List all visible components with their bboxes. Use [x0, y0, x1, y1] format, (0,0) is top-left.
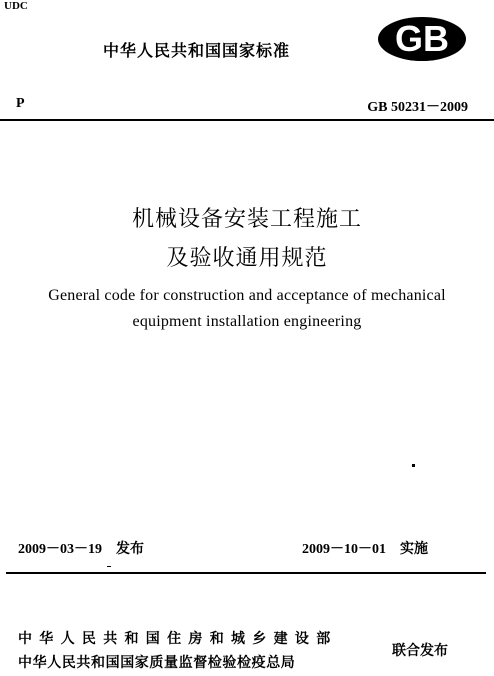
publisher-line1: 中华人民共和国住房和城乡建设部	[18, 631, 338, 647]
publisher-line2: 中华人民共和国国家质量监督检验检疫总局	[18, 655, 296, 671]
title-en-line1: General code for construction and acceptance of mechanical	[48, 287, 446, 304]
issue-date: 2009－03－19 发布	[18, 542, 144, 557]
footer-divider	[6, 572, 486, 574]
gb-logo	[376, 14, 468, 64]
title-zh-line2: 及验收通用规范	[166, 246, 328, 271]
joint-issue-label: 联合发布	[392, 643, 448, 659]
title-zh-line1: 机械设备安装工程施工	[131, 207, 362, 232]
scan-speck	[107, 566, 111, 567]
scan-speck	[412, 464, 415, 467]
title-en-line2: equipment installation engineering	[132, 313, 362, 330]
gb-logo-text: GB	[395, 18, 449, 59]
header-divider	[0, 119, 494, 121]
standard-number: GB 50231－2009	[367, 100, 468, 115]
udc-label: UDC	[4, 0, 28, 12]
classification-code: P	[16, 96, 25, 111]
implementation-date: 2009－10－01 实施	[302, 542, 428, 557]
standard-type-heading: 中华人民共和国国家标准	[103, 41, 291, 60]
